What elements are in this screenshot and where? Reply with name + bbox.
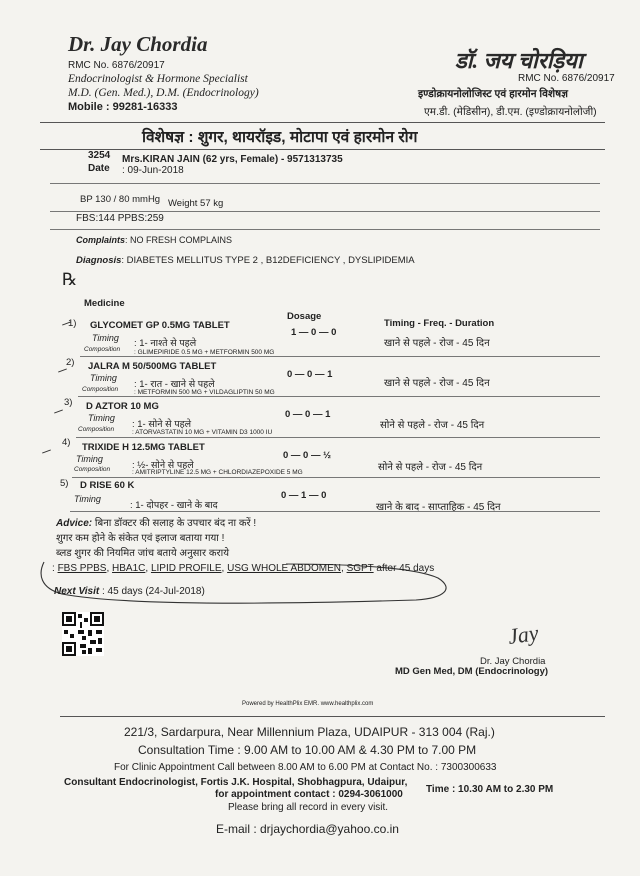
consultation-time: Consultation Time : 9.00 AM to 10.00 AM & 4.30 PM to 7.00 PM <box>138 743 477 757</box>
date-label: Date <box>88 163 110 174</box>
complaints-label: Complaints <box>76 235 126 245</box>
doctor-name-hi: डॉ. जय चोरड़िया <box>455 48 583 73</box>
advice-line: ब्लड शुगर की नियमित जांच बताये अनुसार कराये <box>56 548 229 559</box>
medicine-divider <box>80 356 600 357</box>
medicine-composition: : ATORVASTATIN 10 MG + VITAMIN D3 1000 IU <box>132 429 273 436</box>
weight: Weight 57 kg <box>168 198 224 209</box>
test-item: USG WHOLE ABDOMEN <box>227 563 341 574</box>
test-item: FBS PPBS <box>57 563 107 574</box>
complaints-value: : NO FRESH COMPLAINS <box>125 235 233 245</box>
degrees-hi: एम.डी. (मेडिसीन), डी.एम. (इण्डोक्रायनोलोजी) <box>424 106 597 118</box>
qr-code-icon <box>62 612 104 656</box>
medicine-composition: : METFORMIN 500 MG + VILDAGLIPTIN 50 MG <box>134 389 275 396</box>
rmc-number-en: RMC No. 6876/20917 <box>68 60 165 71</box>
blood-pressure: BP 130 / 80 mmHg <box>80 194 161 205</box>
timing-label: Timing <box>92 333 119 343</box>
medicine-timing: : 1- रात - खाने से पहले <box>134 379 215 390</box>
medicine-name: JALRA M 50/500MG TABLET <box>88 361 217 372</box>
advice-line: शुगर कम होने के संकेत एवं इलाज बताया गया ! <box>56 533 225 544</box>
medicine-name: D AZTOR 10 MG <box>86 401 159 412</box>
signature-name: Dr. Jay Chordia <box>480 656 546 667</box>
medicine-name: GLYCOMET GP 0.5MG TABLET <box>90 320 230 331</box>
medicine-dosage: 0 — 0 — 1 <box>285 409 331 420</box>
degrees-en: M.D. (Gen. Med.), D.M. (Endocrinology) <box>68 87 259 99</box>
advice-label: Advice: <box>56 518 93 529</box>
medicine-name: TRIXIDE H 12.5MG TABLET <box>82 442 205 453</box>
timing-label: Timing <box>88 413 115 423</box>
timing-label: Timing <box>76 454 103 464</box>
medicine-composition: : AMITRIPTYLINE 12.5 MG + CHLORDIAZEPOXIDE 5 MG <box>132 469 303 476</box>
medicine-frequency: खाने से पहले - रोज - 45 दिन <box>384 338 490 349</box>
medicine-divider <box>72 477 600 478</box>
next-visit-value: : 45 days (24-Jul-2018) <box>101 586 205 597</box>
medicine-dosage: 0 — 1 — 0 <box>281 490 327 501</box>
patient-id: 3254 <box>88 150 111 161</box>
timing-header: Timing - Freq. - Duration <box>384 318 495 329</box>
medicine-dosage: 0 — 0 — ½ <box>283 450 332 461</box>
date-value: : 09-Jun-2018 <box>122 165 184 176</box>
next-visit-label: Next Visit <box>54 586 100 597</box>
timing-label: Timing <box>74 494 101 504</box>
hand-drawn-circle <box>36 554 456 606</box>
dosage-header: Dosage <box>287 311 322 322</box>
medicine-frequency: सोने से पहले - रोज - 45 दिन <box>380 420 485 431</box>
timing-label: Timing <box>90 373 117 383</box>
medicine-number: 1) <box>68 318 77 329</box>
medicine-dosage: 0 — 0 — 1 <box>287 369 333 380</box>
clinic-appointment: For Clinic Appointment Call between 8.00 AM to 6.00 PM at Contact No. : 7300300633 <box>114 762 497 773</box>
composition-label: Composition <box>74 466 111 473</box>
medicine-number: 4) <box>62 437 71 448</box>
specialty-banner: विशेषज्ञ : शुगर, थायरॉइड, मोटापा एवं हारमोन रोग <box>142 129 418 146</box>
banner-top-rule <box>40 122 605 123</box>
medicine-dosage: 1 — 0 — 0 <box>291 327 337 338</box>
footer-rule <box>60 716 605 717</box>
tick-mark <box>58 368 67 372</box>
medicine-frequency: सोने से पहले - रोज - 45 दिन <box>378 462 483 473</box>
email: E-mail : drjaychordia@yahoo.co.in <box>216 822 399 836</box>
fortis-hospital: Consultant Endocrinologist, Fortis J.K. Hospital, Shobhagpura, Udaipur, <box>64 777 408 788</box>
records-note: Please bring all record in every visit. <box>228 802 389 813</box>
doctor-name-en: Dr. Jay Chordia <box>68 32 208 56</box>
medicine-divider <box>78 396 600 397</box>
mobile-number: Mobile : 99281-16333 <box>68 101 178 113</box>
medicine-frequency: खाने के बाद - साप्ताहिक - 45 दिन <box>376 502 501 513</box>
medicine-timing: : 1- सोने से पहले <box>132 419 192 430</box>
signature-scribble: Jay <box>506 620 541 650</box>
medicine-number: 2) <box>66 357 75 368</box>
medicine-number: 5) <box>60 478 69 489</box>
specialty-hi: इण्डोक्रायनोलोजिस्ट एवं हारमोन विशेषज्ञ <box>418 88 568 100</box>
medicine-timing: : 1- नाश्ते से पहले <box>134 338 197 349</box>
tick-mark <box>54 409 63 413</box>
composition-label: Composition <box>84 346 121 353</box>
fbs-divider <box>50 229 600 230</box>
appointment-contact: for appointment contact : 0294-3061000 <box>215 789 403 800</box>
composition-label: Composition <box>82 386 119 393</box>
medicine-divider <box>70 511 600 512</box>
tests-suffix: after 45 days <box>376 563 435 574</box>
fortis-time: Time : 10.30 AM to 2.30 PM <box>426 784 554 795</box>
banner-bottom-rule <box>40 149 605 150</box>
test-item: SGPT <box>346 563 374 574</box>
medicine-composition: : GLIMEPIRIDE 0.5 MG + METFORMIN 500 MG <box>134 349 275 356</box>
vitals-divider <box>50 211 600 212</box>
medicine-divider <box>76 437 600 438</box>
composition-label: Composition <box>78 426 115 433</box>
rx-icon: ℞ <box>62 270 78 289</box>
medicine-header: Medicine <box>84 298 125 309</box>
test-item: HBA1C <box>112 563 146 574</box>
medicine-timing: : 1- दोपहर - खाने के बाद <box>130 500 218 511</box>
tests-list: : FBS PPBS, HBA1C, LIPID PROFILE, USG WHOLE ABDOMEN, SGPT after 45 days <box>52 563 435 574</box>
footer-address: 221/3, Sardarpura, Near Millennium Plaza, UDAIPUR - 313 004 (Raj.) <box>124 725 495 739</box>
medicine-frequency: खाने से पहले - रोज - 45 दिन <box>384 378 490 389</box>
specialty-en: Endocrinologist & Hormone Specialist <box>68 73 248 85</box>
advice-line: बिना डॉक्टर की सलाह के उपचार बंद ना करें ! <box>94 518 257 529</box>
fbs-ppbs: FBS:144 PPBS:259 <box>76 213 164 224</box>
powered-by: Powered by HealthPlix EMR. www.healthplix.com <box>242 701 374 707</box>
patient-name-line: Mrs.KIRAN JAIN (62 yrs, Female) - 9571313735 <box>122 154 343 165</box>
tests-prefix: : <box>52 563 58 574</box>
test-item: LIPID PROFILE <box>150 563 222 574</box>
patient-divider <box>50 183 600 184</box>
medicine-name: D RISE 60 K <box>80 480 135 491</box>
rmc-number-hi: RMC No. 6876/20917 <box>518 73 615 84</box>
signature-degrees: MD Gen Med, DM (Endocrinology) <box>395 666 549 677</box>
qr-code <box>62 612 104 656</box>
diagnosis-label: Diagnosis <box>76 255 122 266</box>
tick-mark <box>42 449 51 453</box>
diagnosis-value: : DIABETES MELLITUS TYPE 2 , B12DEFICIENCY , DYSLIPIDEMIA <box>121 255 415 266</box>
medicine-timing: : ½- सोने से पहले <box>132 460 194 471</box>
medicine-number: 3) <box>64 397 73 408</box>
